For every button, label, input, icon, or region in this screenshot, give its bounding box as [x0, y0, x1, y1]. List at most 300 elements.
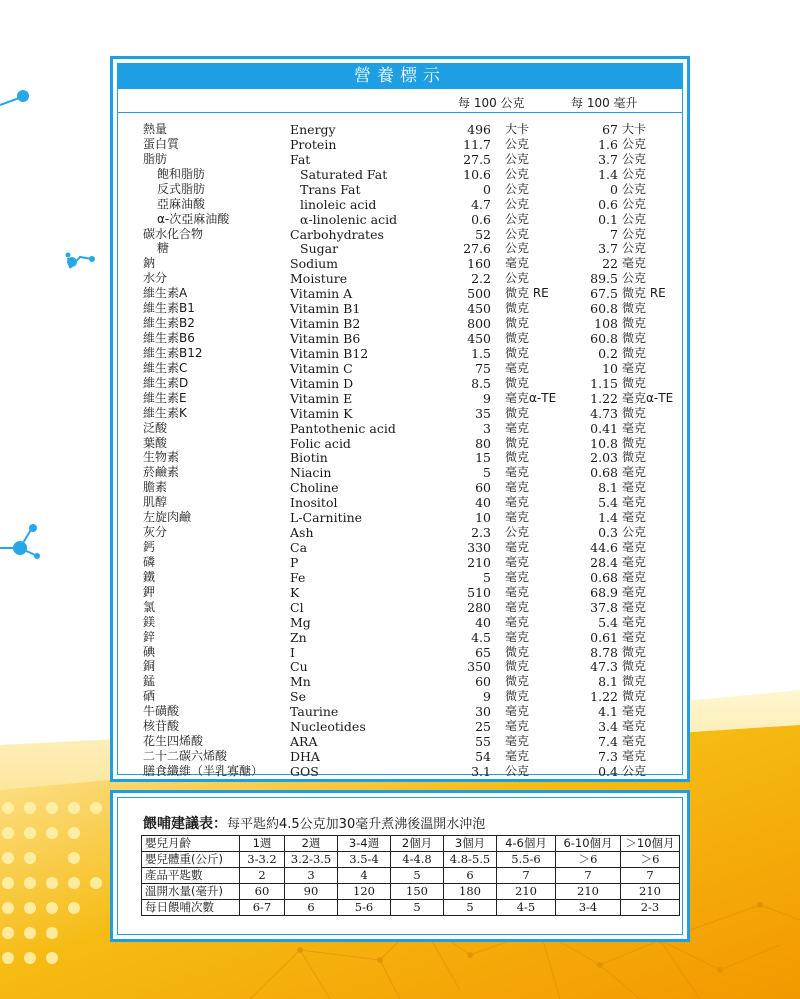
- nutrient-name-en: Ca: [290, 540, 308, 556]
- unit-per-100ml: 毫克: [622, 719, 647, 734]
- unit-per-100g: 微克: [505, 644, 530, 659]
- value-per-100ml: 10: [602, 360, 618, 376]
- nutrition-row: [113, 331, 683, 346]
- nutrient-name-zh: 磷: [143, 554, 156, 569]
- value-per-100g: 800: [467, 316, 491, 332]
- nutrient-name-zh: 碳水化合物: [143, 226, 204, 241]
- nutrient-name-zh: 亞麻油酸: [157, 196, 206, 211]
- nutrient-name-zh: 核苷酸: [143, 719, 180, 734]
- value-per-100ml: 8.1: [598, 480, 618, 496]
- nutrient-name-en: Mg: [290, 614, 311, 630]
- nutrient-name-zh: 維生素D: [143, 375, 189, 390]
- value-per-100ml: 60.8: [590, 331, 618, 347]
- unit-per-100g: 毫克: [505, 749, 530, 764]
- value-per-100ml: 3.7: [598, 241, 618, 257]
- value-per-100ml: 1.22: [590, 689, 618, 705]
- nutrient-name-en: Vitamin D: [290, 375, 354, 391]
- value-per-100g: 496: [467, 122, 491, 137]
- feeding-cell: ＞6: [621, 852, 680, 868]
- value-per-100g: 30: [475, 704, 491, 720]
- unit-per-100ml: 公克: [622, 196, 647, 211]
- nutrient-name-zh: 花生四烯酸: [143, 734, 204, 749]
- feeding-cell: 6: [285, 900, 338, 916]
- feeding-cell: 4-5: [497, 900, 556, 916]
- nutrient-name-zh: 菸鹼素: [143, 465, 180, 480]
- unit-per-100g: 毫克: [505, 465, 530, 480]
- nutrition-row: [113, 465, 683, 480]
- feeding-table-row: [142, 884, 680, 900]
- nutrient-name-zh: 反式脂肪: [157, 181, 206, 196]
- feeding-cell: ＞10個月: [621, 836, 680, 852]
- value-per-100ml: 3.4: [598, 719, 618, 735]
- unit-per-100g: 公克: [505, 136, 530, 151]
- feeding-cell: 6-7: [240, 900, 285, 916]
- nutrition-row: [113, 615, 683, 630]
- feeding-guide-title: 餵哺建議表：: [143, 816, 227, 832]
- nutrition-row: [113, 749, 683, 764]
- nutrient-name-en: Vitamin B6: [290, 331, 361, 347]
- unit-per-100ml: 公克: [622, 136, 647, 151]
- nutrient-name-zh: 鎂: [143, 614, 156, 629]
- unit-per-100g: 公克: [505, 525, 530, 540]
- nutrition-row: [113, 182, 683, 197]
- nutrient-name-zh: 維生素B6: [143, 331, 195, 346]
- feeding-cell: 4.8-5.5: [444, 852, 497, 868]
- value-per-100ml: 37.8: [590, 599, 618, 615]
- value-per-100g: 11.7: [463, 136, 491, 152]
- nutrient-name-zh: 碘: [143, 644, 156, 659]
- unit-per-100g: 公克: [505, 241, 530, 256]
- unit-per-100g: 毫克: [505, 599, 530, 614]
- unit-per-100g: 毫克: [505, 554, 530, 569]
- nutrient-name-en: DHA: [290, 749, 320, 765]
- unit-per-100ml: 毫克: [622, 554, 647, 569]
- value-per-100g: 3.1: [471, 763, 491, 779]
- nutrition-row: [113, 585, 683, 600]
- nutrient-name-en: P: [290, 554, 299, 570]
- value-per-100g: 27.6: [463, 241, 491, 257]
- nutrient-name-en: Mn: [290, 674, 311, 690]
- feeding-cell: 5.5-6: [497, 852, 556, 868]
- nutrient-name-en: Carbohydrates: [290, 226, 384, 242]
- feeding-cell: 3-4週: [338, 836, 391, 852]
- nutrient-name-zh: 膽素: [143, 480, 168, 495]
- nutrient-name-zh: 脂肪: [143, 151, 168, 166]
- feeding-cell: 3: [285, 868, 338, 884]
- value-per-100g: 1.5: [471, 345, 491, 361]
- feeding-cell: 150: [391, 884, 444, 900]
- value-per-100ml: 68.9: [590, 584, 618, 600]
- value-per-100ml: 0.68: [590, 569, 618, 585]
- nutrition-row: [113, 122, 683, 137]
- value-per-100g: 160: [467, 256, 491, 272]
- unit-per-100g: 微克: [505, 659, 530, 674]
- nutrient-name-en: Vitamin A: [290, 286, 353, 302]
- nutrient-name-en: Fe: [290, 569, 306, 585]
- unit-per-100ml: 微克: [622, 689, 647, 704]
- value-per-100g: 54: [475, 749, 491, 765]
- nutrition-row: [113, 510, 683, 525]
- nutrition-row: [113, 271, 683, 286]
- feeding-cell: 5-6: [338, 900, 391, 916]
- unit-per-100ml: 微克: [622, 375, 647, 390]
- unit-per-100ml: 毫克: [622, 540, 647, 555]
- unit-per-100g: 公克: [505, 763, 530, 778]
- unit-per-100ml: 毫克: [622, 614, 647, 629]
- unit-per-100ml: 微克: [622, 435, 647, 450]
- per-100g-header: 每 100 公克: [458, 96, 525, 110]
- nutrition-row: [113, 480, 683, 495]
- nutrition-facts-panel: [110, 56, 690, 782]
- value-per-100ml: 2.03: [590, 450, 618, 466]
- value-per-100ml: 8.78: [590, 644, 618, 660]
- value-per-100g: 35: [475, 405, 491, 421]
- value-per-100g: 75: [475, 360, 491, 376]
- nutrition-row: [113, 525, 683, 540]
- nutrient-name-zh: 維生素B2: [143, 316, 195, 331]
- feeding-table-row: [142, 836, 680, 852]
- value-per-100g: 55: [475, 734, 491, 750]
- unit-per-100ml: 微克 RE: [622, 286, 666, 301]
- nutrient-name-en: Vitamin B1: [290, 301, 361, 317]
- nutrient-name-en: Se: [290, 689, 306, 705]
- unit-per-100ml: 毫克α-TE: [622, 390, 674, 405]
- unit-per-100ml: 毫克: [622, 480, 647, 495]
- nutrient-name-zh: 葉酸: [143, 435, 168, 450]
- nutrient-name-zh: 水分: [143, 271, 168, 286]
- feeding-cell: 60: [240, 884, 285, 900]
- feeding-cell: 1週: [240, 836, 285, 852]
- nutrient-name-en: Sugar: [300, 241, 339, 257]
- unit-per-100ml: 毫克: [622, 704, 647, 719]
- feeding-cell: 210: [497, 884, 556, 900]
- value-per-100ml: 67.5: [590, 286, 618, 302]
- value-per-100ml: 5.4: [598, 614, 618, 630]
- value-per-100g: 2.2: [471, 271, 491, 287]
- nutrient-name-en: Saturated Fat: [300, 166, 388, 182]
- value-per-100ml: 8.1: [598, 674, 618, 690]
- unit-per-100g: 毫克: [505, 360, 530, 375]
- feeding-guide-subtitle: 每平匙約4.5公克加30毫升煮沸後溫開水沖泡: [227, 817, 486, 832]
- nutrition-row: [113, 719, 683, 734]
- unit-per-100g: 毫克: [505, 510, 530, 525]
- nutrient-name-en: Choline: [290, 480, 339, 496]
- nutrient-name-zh: 鈉: [143, 256, 156, 271]
- value-per-100ml: 0: [610, 181, 618, 197]
- nutrient-name-zh: 維生素A: [143, 286, 188, 301]
- nutrition-row: [113, 630, 683, 645]
- feeding-cell: 2週: [285, 836, 338, 852]
- feeding-cell: 210: [556, 884, 621, 900]
- value-per-100ml: 47.3: [590, 659, 618, 675]
- value-per-100g: 0: [483, 181, 491, 197]
- nutrition-row: [113, 227, 683, 242]
- nutrient-name-en: Niacin: [290, 465, 332, 481]
- unit-per-100ml: 微克: [622, 644, 647, 659]
- unit-per-100g: 公克: [505, 151, 530, 166]
- feeding-guide-heading: [143, 813, 485, 833]
- nutrient-name-zh: 二十二碳六烯酸: [143, 749, 228, 764]
- value-per-100ml: 1.4: [598, 510, 618, 526]
- nutrition-row: [113, 704, 683, 719]
- nutrient-name-zh: 膳食纖維（半乳寡醣）: [143, 763, 264, 778]
- feeding-cell: 6-10個月: [556, 836, 621, 852]
- unit-per-100ml: 微克: [622, 674, 647, 689]
- nutrition-title-bar: [118, 64, 682, 89]
- value-per-100ml: 22: [602, 256, 618, 272]
- value-per-100ml: 0.41: [590, 420, 618, 436]
- unit-per-100g: 微克: [505, 405, 530, 420]
- nutrient-name-zh: 左旋肉鹼: [143, 510, 192, 525]
- value-per-100g: 5: [483, 569, 491, 585]
- nutrition-row: [113, 450, 683, 465]
- unit-per-100g: 微克: [505, 331, 530, 346]
- unit-per-100ml: 公克: [622, 763, 647, 778]
- unit-per-100g: 毫克: [505, 495, 530, 510]
- value-per-100ml: 7: [610, 226, 618, 242]
- nutrition-row: [113, 645, 683, 660]
- value-per-100g: 5: [483, 465, 491, 481]
- nutrition-row: [113, 361, 683, 376]
- nutrient-name-en: Protein: [290, 136, 337, 152]
- feeding-cell: 7: [497, 868, 556, 884]
- nutrient-name-zh: 硒: [143, 689, 156, 704]
- unit-per-100ml: 公克: [622, 241, 647, 256]
- value-per-100ml: 0.4: [598, 763, 618, 779]
- nutrient-name-zh: 蛋白質: [143, 136, 180, 151]
- nutrient-name-en: Fat: [290, 151, 311, 167]
- nutrition-row: [113, 689, 683, 704]
- feeding-cell: 7: [556, 868, 621, 884]
- unit-per-100ml: 公克: [622, 151, 647, 166]
- nutrition-row: [113, 421, 683, 436]
- unit-per-100ml: 毫克: [622, 360, 647, 375]
- unit-per-100ml: 毫克: [622, 584, 647, 599]
- feeding-cell: 180: [444, 884, 497, 900]
- value-per-100g: 9: [483, 390, 491, 406]
- value-per-100g: 10.6: [463, 166, 491, 182]
- unit-per-100g: 毫克: [505, 569, 530, 584]
- feeding-cell: 5: [391, 868, 444, 884]
- feeding-cell: 3-4: [556, 900, 621, 916]
- feeding-row-label: 產品平匙數: [142, 868, 240, 884]
- nutrient-name-zh: 肌醇: [143, 495, 168, 510]
- unit-per-100g: 毫克: [505, 614, 530, 629]
- unit-per-100g: 毫克: [505, 256, 530, 271]
- unit-per-100ml: 毫克: [622, 599, 647, 614]
- nutrient-name-en: Vitamin E: [290, 390, 353, 406]
- nutrition-row: [113, 137, 683, 152]
- feeding-table-row: [142, 900, 680, 916]
- feeding-cell: 3-3.2: [240, 852, 285, 868]
- unit-per-100g: 公克: [505, 181, 530, 196]
- value-per-100ml: 0.2: [598, 345, 618, 361]
- value-per-100ml: 7.4: [598, 734, 618, 750]
- nutrient-name-en: Vitamin B12: [290, 345, 369, 361]
- value-per-100ml: 1.6: [598, 136, 618, 152]
- unit-per-100ml: 公克: [622, 211, 647, 226]
- nutrition-row: [113, 436, 683, 451]
- nutrition-row: [113, 734, 683, 749]
- unit-per-100ml: 毫克: [622, 495, 647, 510]
- value-per-100g: 0.6: [471, 211, 491, 227]
- feeding-cell: 3.2-3.5: [285, 852, 338, 868]
- value-per-100ml: 0.61: [590, 629, 618, 645]
- value-per-100g: 510: [467, 584, 491, 600]
- unit-per-100g: 毫克α-TE: [505, 390, 557, 405]
- value-per-100g: 3: [483, 420, 491, 436]
- nutrient-name-en: Taurine: [290, 704, 339, 720]
- feeding-cell: 2個月: [391, 836, 444, 852]
- nutrient-name-en: Vitamin K: [290, 405, 353, 421]
- nutrient-name-en: Vitamin C: [290, 360, 353, 376]
- feeding-cell: 4-4.8: [391, 852, 444, 868]
- feeding-row-label: 嬰兒月齡: [142, 836, 240, 852]
- unit-per-100ml: 毫克: [622, 510, 647, 525]
- nutrient-name-en: ARA: [290, 734, 318, 750]
- feeding-cell: 7: [621, 868, 680, 884]
- nutrient-name-en: Sodium: [290, 256, 338, 272]
- value-per-100ml: 7.3: [598, 749, 618, 765]
- nutrition-row: [113, 570, 683, 585]
- nutrition-row: [113, 406, 683, 421]
- unit-per-100g: 微克 RE: [505, 286, 549, 301]
- value-per-100ml: 1.15: [590, 375, 618, 391]
- unit-per-100ml: 微克: [622, 345, 647, 360]
- unit-per-100g: 公克: [505, 166, 530, 181]
- unit-per-100ml: 毫克: [622, 420, 647, 435]
- nutrient-name-en: Vitamin B2: [290, 316, 361, 332]
- feeding-cell: 5: [391, 900, 444, 916]
- nutrition-row: [113, 316, 683, 331]
- nutrition-row: [113, 391, 683, 406]
- nutrition-title: 營養標示: [354, 66, 446, 86]
- unit-per-100g: 微克: [505, 301, 530, 316]
- value-per-100g: 2.3: [471, 525, 491, 541]
- nutrition-row: [113, 152, 683, 167]
- unit-per-100g: 毫克: [505, 540, 530, 555]
- feeding-row-label: 溫開水量(毫升): [142, 884, 240, 900]
- nutrient-name-zh: 氯: [143, 599, 156, 614]
- nutrient-name-en: I: [290, 644, 295, 660]
- feeding-cell: 90: [285, 884, 338, 900]
- nutrient-name-en: Nucleotides: [290, 719, 366, 735]
- value-per-100g: 4.5: [471, 629, 491, 645]
- value-per-100ml: 4.73: [590, 405, 618, 421]
- value-per-100g: 25: [475, 719, 491, 735]
- nutrient-name-zh: 灰分: [143, 525, 168, 540]
- nutrient-name-zh: 飽和脂肪: [157, 166, 206, 181]
- feeding-cell: 5: [444, 900, 497, 916]
- feeding-cell: 210: [621, 884, 680, 900]
- unit-per-100g: 毫克: [505, 734, 530, 749]
- nutrition-row: [113, 495, 683, 510]
- value-per-100ml: 1.4: [598, 166, 618, 182]
- nutrient-name-en: Folic acid: [290, 435, 351, 451]
- value-per-100ml: 0.68: [590, 465, 618, 481]
- value-per-100g: 10: [475, 510, 491, 526]
- per-100ml-header: 每 100 毫升: [571, 96, 638, 110]
- unit-per-100g: 毫克: [505, 480, 530, 495]
- unit-per-100g: 大卡: [505, 122, 530, 136]
- nutrient-name-en: Inositol: [290, 495, 338, 511]
- nutrition-row: [113, 674, 683, 689]
- nutrient-name-zh: 糖: [157, 241, 170, 256]
- nutrient-name-en: Energy: [290, 122, 336, 137]
- value-per-100ml: 28.4: [590, 554, 618, 570]
- feeding-cell: 4-6個月: [497, 836, 556, 852]
- value-per-100g: 52: [475, 226, 491, 242]
- nutrient-name-en: Cl: [290, 599, 304, 615]
- nutrition-row: [113, 600, 683, 615]
- nutrient-name-en: L-Carnitine: [290, 510, 363, 526]
- nutrient-name-zh: 維生素B12: [143, 345, 203, 360]
- unit-per-100g: 微克: [505, 435, 530, 450]
- nutrition-row: [113, 197, 683, 212]
- nutrient-name-zh: 鉀: [143, 584, 156, 599]
- nutrient-name-zh: 熱量: [143, 122, 168, 136]
- nutrition-row: [113, 555, 683, 570]
- value-per-100ml: 1.22: [590, 390, 618, 406]
- value-per-100g: 350: [467, 659, 491, 675]
- value-per-100ml: 0.6: [598, 196, 618, 212]
- feeding-row-label: 每日餵哺次數: [142, 900, 240, 916]
- nutrient-name-en: Moisture: [290, 271, 348, 287]
- nutrition-row: [113, 301, 683, 316]
- value-per-100g: 40: [475, 495, 491, 511]
- feeding-cell: 3個月: [444, 836, 497, 852]
- nutrition-row: [113, 376, 683, 391]
- feeding-cell: 120: [338, 884, 391, 900]
- nutrient-name-zh: 維生素E: [143, 390, 187, 405]
- nutrient-name-en: α-linolenic acid: [300, 211, 398, 227]
- unit-per-100ml: 微克: [622, 301, 647, 316]
- value-per-100g: 15: [475, 450, 491, 466]
- feeding-cell: ＞6: [556, 852, 621, 868]
- feeding-table: [141, 835, 680, 916]
- unit-per-100g: 毫克: [505, 584, 530, 599]
- feeding-table-row: [142, 868, 680, 884]
- nutrient-name-en: Zn: [290, 629, 307, 645]
- unit-per-100g: 毫克: [505, 420, 530, 435]
- value-per-100g: 210: [467, 554, 491, 570]
- nutrient-name-en: Pantothenic acid: [290, 420, 396, 436]
- unit-per-100ml: 毫克: [622, 256, 647, 271]
- unit-per-100ml: 公克: [622, 226, 647, 241]
- nutrient-name-zh: 維生素C: [143, 360, 188, 375]
- value-per-100g: 4.7: [471, 196, 491, 212]
- value-per-100ml: 60.8: [590, 301, 618, 317]
- unit-per-100ml: 毫克: [622, 465, 647, 480]
- nutrient-name-zh: 維生素K: [143, 405, 187, 420]
- nutrient-name-en: Cu: [290, 659, 308, 675]
- nutrient-name-zh: 牛磺酸: [143, 704, 180, 719]
- nutrient-name-zh: 泛酸: [143, 420, 168, 435]
- value-per-100g: 8.5: [471, 375, 491, 391]
- feeding-cell: 2: [240, 868, 285, 884]
- value-per-100g: 65: [475, 644, 491, 660]
- unit-per-100g: 毫克: [505, 704, 530, 719]
- nutrition-row: [113, 659, 683, 674]
- nutrient-name-zh: 維生素B1: [143, 301, 195, 316]
- nutrition-row: [113, 212, 683, 227]
- value-per-100g: 80: [475, 435, 491, 451]
- value-per-100g: 330: [467, 540, 491, 556]
- nutrition-row: [113, 764, 683, 779]
- unit-per-100ml: 微克: [622, 450, 647, 465]
- nutrient-name-zh: 鋅: [143, 629, 156, 644]
- unit-per-100ml: 微克: [622, 659, 647, 674]
